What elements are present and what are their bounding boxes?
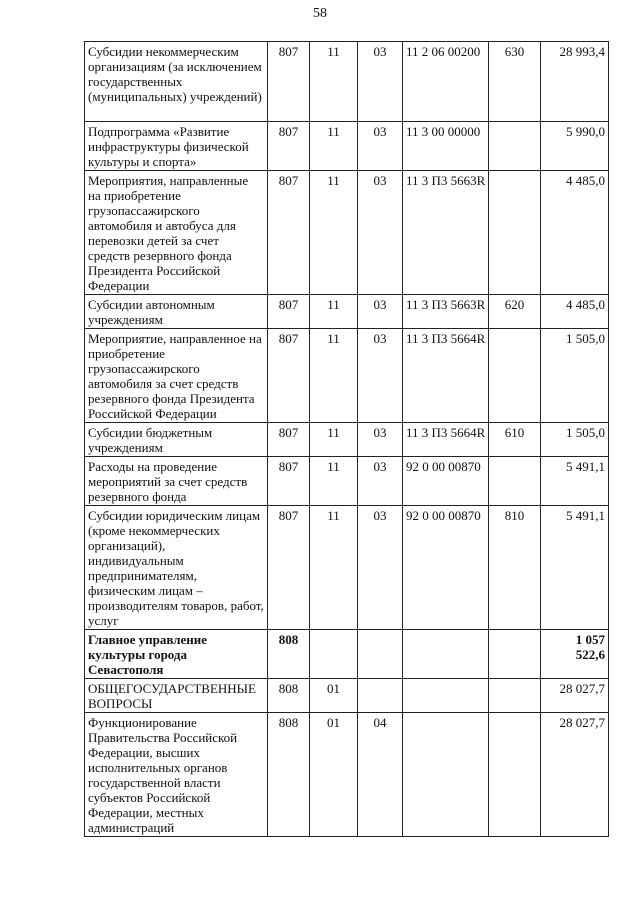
cell-amount: 5 491,1 [541,506,609,630]
cell-expense-type: 620 [489,295,541,329]
cell-grbs: 807 [268,457,310,506]
cell-expense-type [489,122,541,171]
cell-amount: 28 993,4 [541,42,609,122]
cell-amount: 1 505,0 [541,423,609,457]
cell-expense-type [489,457,541,506]
cell-target-article: 11 2 06 00200 [403,42,489,122]
cell-target-article: 11 3 П3 5664R [403,329,489,423]
row-name: Мероприятия, направленные на приобретение грузопассажирского автомобиля и автобуса для перевозки детей за счет средств резервного фонда Президента Российской Федерации [85,171,268,295]
cell-grbs: 807 [268,42,310,122]
row-name: ОБЩЕГОСУДАРСТВЕННЫЕ ВОПРОСЫ [85,679,268,713]
cell-section: 01 [310,679,358,713]
cell-grbs: 807 [268,506,310,630]
cell-section [310,630,358,679]
row-name: Субсидии бюджетным учреждениям [85,423,268,457]
cell-expense-type: 630 [489,42,541,122]
row-name: Расходы на проведение мероприятий за счет средств резервного фонда [85,457,268,506]
cell-target-article [403,713,489,837]
cell-expense-type: 610 [489,423,541,457]
row-name: Функционирование Правительства Российской Федерации, высших исполнительных органов государственной власти субъектов Российской Федерации, местных администраций [85,713,268,837]
row-name: Субсидии автономным учреждениям [85,295,268,329]
cell-target-article: 11 3 П3 5663R [403,295,489,329]
cell-target-article: 11 3 00 00000 [403,122,489,171]
cell-subsection: 03 [358,457,403,506]
cell-section: 11 [310,329,358,423]
row-name: Субсидии некоммерческим организациям (за исключением государственных (муниципальных) учреждений) [85,42,268,122]
cell-expense-type: 810 [489,506,541,630]
cell-grbs: 807 [268,423,310,457]
cell-grbs: 807 [268,295,310,329]
cell-subsection: 03 [358,122,403,171]
table-row [85,295,609,329]
cell-subsection: 03 [358,423,403,457]
table-row [85,42,609,122]
cell-amount: 28 027,7 [541,679,609,713]
cell-subsection: 03 [358,506,403,630]
row-name: Подпрограмма «Развитие инфраструктуры физической культуры и спорта» [85,122,268,171]
table-row [85,679,609,713]
table-row [85,457,609,506]
row-name: Главное управление культуры города Севастополя [85,630,268,679]
cell-subsection: 03 [358,295,403,329]
cell-section: 01 [310,713,358,837]
table-row [85,122,609,171]
cell-amount: 1 057 522,6 [541,630,609,679]
row-name: Субсидии юридическим лицам (кроме некоммерческих организаций), индивидуальным предпринимателям, физическим лицам – производителям товаров, работ, услуг [85,506,268,630]
cell-subsection [358,630,403,679]
cell-subsection: 03 [358,171,403,295]
cell-amount: 4 485,0 [541,295,609,329]
cell-amount: 4 485,0 [541,171,609,295]
cell-expense-type [489,329,541,423]
cell-section: 11 [310,423,358,457]
cell-subsection: 03 [358,42,403,122]
cell-amount: 5 990,0 [541,122,609,171]
cell-section: 11 [310,506,358,630]
table-row [85,630,609,679]
cell-subsection [358,679,403,713]
cell-target-article: 11 3 П3 5664R [403,423,489,457]
cell-section: 11 [310,457,358,506]
cell-expense-type [489,713,541,837]
table-row [85,506,609,630]
cell-section: 11 [310,122,358,171]
cell-amount: 28 027,7 [541,713,609,837]
cell-expense-type [489,630,541,679]
page-number: 58 [313,6,327,21]
cell-grbs: 808 [268,679,310,713]
cell-grbs: 807 [268,171,310,295]
cell-section: 11 [310,171,358,295]
cell-target-article [403,630,489,679]
cell-target-article [403,679,489,713]
cell-section: 11 [310,295,358,329]
table-row [85,423,609,457]
cell-amount: 1 505,0 [541,329,609,423]
cell-expense-type [489,679,541,713]
cell-subsection: 04 [358,713,403,837]
cell-grbs: 808 [268,713,310,837]
table-row [85,329,609,423]
cell-grbs: 808 [268,630,310,679]
cell-target-article: 92 0 00 00870 [403,457,489,506]
row-name: Мероприятие, направленное на приобретение грузопассажирского автомобиля за счет средств резервного фонда Президента Российской Федерации [85,329,268,423]
table-row [85,713,609,837]
cell-amount: 5 491,1 [541,457,609,506]
cell-section: 11 [310,42,358,122]
cell-subsection: 03 [358,329,403,423]
table-row [85,171,609,295]
cell-target-article: 11 3 П3 5663R [403,171,489,295]
budget-table [84,41,609,837]
cell-grbs: 807 [268,329,310,423]
cell-grbs: 807 [268,122,310,171]
cell-target-article: 92 0 00 00870 [403,506,489,630]
cell-expense-type [489,171,541,295]
